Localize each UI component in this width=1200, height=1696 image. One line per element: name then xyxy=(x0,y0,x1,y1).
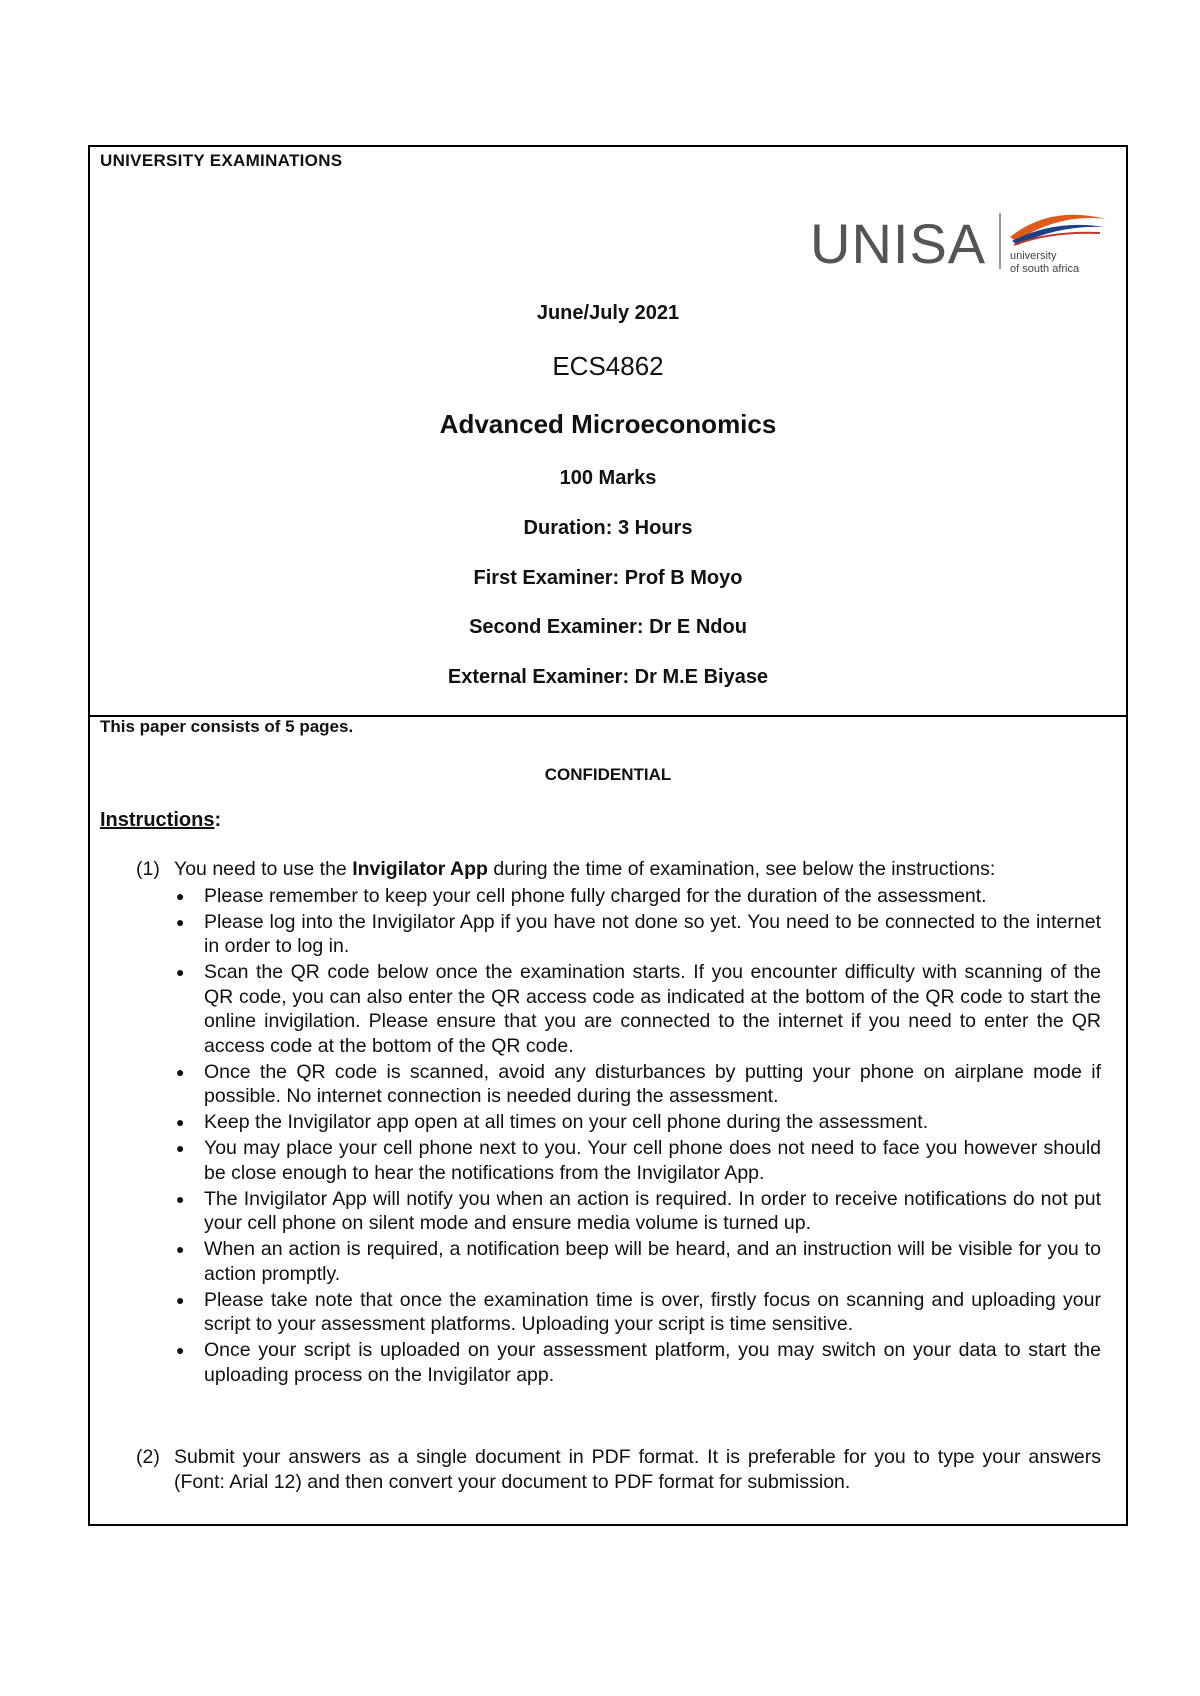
bullet-text: Keep the Invigilator app open at all times on your cell phone during the assessment. xyxy=(204,1111,929,1133)
list-item xyxy=(174,884,1101,909)
bullet-icon: ● xyxy=(176,913,185,930)
list-item xyxy=(174,1187,1101,1236)
bullet-text: Please log into the Invigilator App if you have not done so yet. You need to be connected to the internet in order to log in. xyxy=(204,910,1101,957)
instructions-heading-colon: : xyxy=(214,809,222,831)
instructions-heading-text: Instructions xyxy=(100,809,215,831)
unisa-logo xyxy=(810,207,1110,277)
exam-duration: Duration: 3 Hours xyxy=(523,517,693,539)
logo-wordmark: UNISA xyxy=(810,212,987,275)
list-item xyxy=(174,1136,1101,1185)
logo-tagline-line2: of south africa xyxy=(1010,263,1080,275)
intro-text-before: You need to use the xyxy=(174,858,353,880)
bullet-text: You may place your cell phone next to you. Your cell phone does not need to face you however should be close enough to hear the notifications from the Invigilator App. xyxy=(204,1137,1101,1184)
exam-cover-frame xyxy=(88,145,1128,1526)
instruction-number: (2) xyxy=(136,1446,160,1468)
bullet-text: Please take note that once the examination time is over, firstly focus on scanning and uploading your script to your assessment platforms. Uploading your script is time sensitive. xyxy=(204,1288,1101,1335)
confidential-label: CONFIDENTIAL xyxy=(544,765,672,784)
bullet-text: The Invigilator App will notify you when an action is required. In order to receive notifications do not put your cell phone on silent mode and ensure media volume is turned up. xyxy=(204,1187,1101,1234)
page-count: This paper consists of 5 pages. xyxy=(100,717,354,736)
list-item xyxy=(174,1237,1101,1286)
instruction-item-1 xyxy=(136,857,1101,1389)
list-item xyxy=(174,1110,1101,1135)
bullet-icon: ● xyxy=(176,1241,185,1257)
bullet-icon: ● xyxy=(176,1342,185,1358)
bullet-text: Once your script is uploaded on your assessment platform, you may switch on your data to start the uploading process on the Invigilator app. xyxy=(204,1339,1101,1386)
bullet-icon: ● xyxy=(176,1114,185,1130)
instruction-intro xyxy=(174,857,1101,882)
second-examiner: Second Examiner: Dr E Ndou xyxy=(469,616,747,638)
instructions-heading xyxy=(100,809,221,832)
bullet-icon: ● xyxy=(176,1063,185,1080)
bullet-icon: ● xyxy=(176,1190,185,1207)
cover-section xyxy=(90,147,1126,717)
invigilator-bullet-list xyxy=(174,884,1101,1388)
list-item xyxy=(174,1060,1101,1109)
intro-text-after: during the time of examination, see below the instructions: xyxy=(487,858,996,880)
bullet-icon: ● xyxy=(176,1140,185,1156)
module-code: ECS4862 xyxy=(552,351,664,381)
bullet-icon: ● xyxy=(176,887,185,904)
list-item xyxy=(174,910,1101,959)
list-item xyxy=(174,960,1101,1058)
bullet-text: Scan the QR code below once the examination starts. If you encounter difficulty with scanning of the QR code, you can also enter the QR access code as indicated at the bottom of the QR code to start the online invigilation. Please ensure that you are connected to the internet if you need to enter the QR access code at the bottom of the QR code. xyxy=(204,961,1101,1057)
module-name: Advanced Microeconomics xyxy=(439,409,777,439)
bullet-icon: ● xyxy=(176,964,185,980)
exam-header-label: UNIVERSITY EXAMINATIONS xyxy=(100,151,343,170)
instruction-item-2 xyxy=(136,1445,1101,1494)
logo-tagline-line1: university xyxy=(1010,250,1057,262)
bullet-text: Please remember to keep your cell phone fully charged for the duration of the assessment. xyxy=(204,884,987,907)
bullet-text: Once the QR code is scanned, avoid any disturbances by putting your phone on airplane mode if possible. No internet connection is needed during the assessment. xyxy=(204,1060,1101,1107)
instruction-text: Submit your answers as a single document in PDF format. It is preferable for you to type your answers (Font: Arial 12) and then convert your document to PDF format for submission. xyxy=(174,1446,1101,1493)
external-examiner: External Examiner: Dr M.E Biyase xyxy=(447,666,769,688)
instructions-section xyxy=(90,717,1126,1524)
list-item xyxy=(174,1288,1101,1337)
total-marks: 100 Marks xyxy=(559,467,657,489)
invigilator-app-name: Invigilator App xyxy=(352,858,488,880)
instruction-number: (1) xyxy=(136,858,160,880)
bullet-icon: ● xyxy=(176,1291,185,1308)
exam-session: June/July 2021 xyxy=(536,302,680,324)
list-item xyxy=(174,1338,1101,1387)
first-examiner: First Examiner: Prof B Moyo xyxy=(473,567,743,589)
bullet-text: When an action is required, a notification beep will be heard, and an instruction will be visible for you to action promptly. xyxy=(204,1238,1101,1285)
